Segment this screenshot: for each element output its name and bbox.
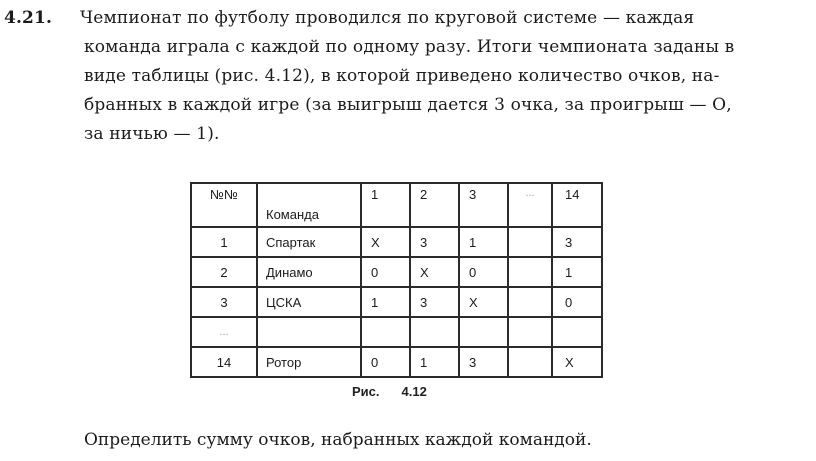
- score-cell: 1: [361, 287, 410, 317]
- score-cell: 3: [410, 287, 459, 317]
- score-cell: [508, 317, 552, 347]
- table-row: [191, 287, 602, 317]
- score-cell: 1: [459, 227, 508, 257]
- score-cell: X: [459, 287, 508, 317]
- caption-number: 4.12: [401, 384, 427, 399]
- row-number-cell: 2: [191, 257, 257, 287]
- score-cell: [361, 317, 410, 347]
- header-ellipsis: ...: [508, 183, 552, 227]
- score-cell: 0: [361, 347, 410, 377]
- score-cell: 0: [552, 287, 602, 317]
- team-name-cell: Спартак: [257, 227, 361, 257]
- header-opponent-14: 14: [552, 183, 602, 227]
- header-opponent-2: 2: [410, 183, 459, 227]
- score-cell: [459, 317, 508, 347]
- problem-text-line: Чемпионат по футболу проводился по круговой системе — каждая: [80, 8, 695, 28]
- caption-prefix: Рис.: [352, 384, 380, 399]
- figure-caption: [190, 384, 603, 399]
- score-cell: X: [361, 227, 410, 257]
- score-cell: 1: [552, 257, 602, 287]
- team-name-cell: Ротор: [257, 347, 361, 377]
- score-cell: [410, 317, 459, 347]
- header-opponent-1: 1: [361, 183, 410, 227]
- score-cell: 1: [410, 347, 459, 377]
- team-name-cell: Динамо: [257, 257, 361, 287]
- table-row: [191, 347, 602, 377]
- score-cell: X: [410, 257, 459, 287]
- figure-4-12: [190, 182, 603, 399]
- header-opponent-3: 3: [459, 183, 508, 227]
- team-name-cell: [257, 317, 361, 347]
- score-cell: [508, 347, 552, 377]
- problem-text-line: за ничью — 1).: [84, 124, 220, 144]
- row-number-cell: 3: [191, 287, 257, 317]
- row-number-cell: 14: [191, 347, 257, 377]
- score-cell: 0: [361, 257, 410, 287]
- score-cell: 0: [459, 257, 508, 287]
- score-cell: [552, 317, 602, 347]
- problem-text-line: виде таблицы (рис. 4.12), в которой приведено количество очков, на-: [84, 66, 720, 86]
- header-number: №№: [191, 183, 257, 227]
- table-header-row: [191, 183, 602, 227]
- table-row: [191, 317, 602, 347]
- score-cell: [508, 257, 552, 287]
- score-cell: [508, 287, 552, 317]
- score-cell: 3: [552, 227, 602, 257]
- problem-statement: [4, 4, 804, 149]
- score-cell: X: [552, 347, 602, 377]
- problem-text-line: бранных в каждой игре (за выигрыш дается 3 очка, за проигрыш — О,: [84, 95, 732, 115]
- problem-line-1: [4, 4, 804, 33]
- table-row: [191, 257, 602, 287]
- results-table: [190, 182, 603, 378]
- team-name-cell: ЦСКА: [257, 287, 361, 317]
- row-number-cell: 1: [191, 227, 257, 257]
- problem-text-line: команда играла с каждой по одному разу. Итоги чемпионата заданы в: [84, 37, 735, 57]
- problem-number: 4.21.: [4, 8, 53, 28]
- score-cell: 3: [410, 227, 459, 257]
- table-row: [191, 227, 602, 257]
- header-team: Команда: [257, 183, 361, 227]
- row-number-cell: ...: [191, 317, 257, 347]
- question-text: Определить сумму очков, набранных каждой командой.: [84, 430, 592, 450]
- score-cell: 3: [459, 347, 508, 377]
- score-cell: [508, 227, 552, 257]
